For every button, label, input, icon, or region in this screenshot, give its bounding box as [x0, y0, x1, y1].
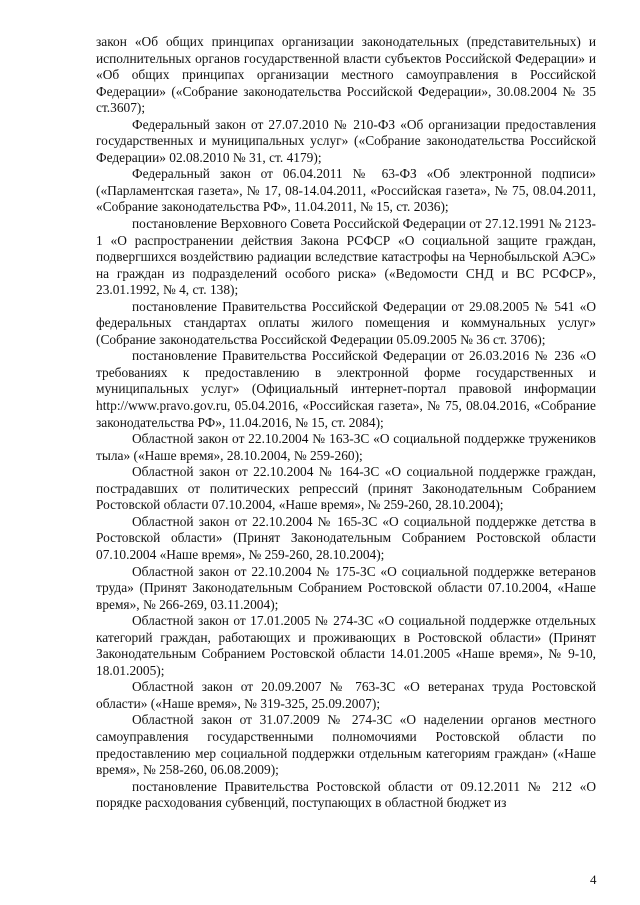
paragraph-6: постановление Правительства Российской Федерации от 26.03.2016 № 236 «О требованиях к предоставлению в электронной форме государственных и муниципальных услуг» (Официальный интернет-портал правовой информации http://www.pravo.gov.ru, 05.04.2016, «Российская газета», № 75, 08.04.2016, «Собрание законодательства РФ», 11.04.2016, № 15, ст. 2084); — [96, 348, 596, 430]
paragraph-13: Областной закон от 31.07.2009 № 274-ЗС «О наделении органов местного самоуправления государственными полномочиями Ростовской области по предоставлению мер социальной поддержки отдельным категориям граждан» («Наше время», № 258-260, 06.08.2009); — [96, 712, 596, 778]
paragraph-2: Федеральный закон от 27.07.2010 № 210-ФЗ «Об организации предоставления государственных и муниципальных услуг» («Собрание законодательства Российской Федерации» 02.08.2010 № 31, ст. 4179); — [96, 116, 596, 165]
paragraph-12: Областной закон от 20.09.2007 № 763-ЗС «О ветеранах труда Ростовской области» («Наше время», № 319-325, 25.09.2007); — [96, 679, 596, 711]
paragraph-4: постановление Верховного Совета Российской Федерации от 27.12.1991 № 2123-1 «О распространении действия Закона РСФСР «О социальной защите граждан, подвергшихся воздействию радиации вследствие катастрофы на Чернобыльской АЭС» на граждан из подразделений особого риска» («Ведомости СНД и ВС РСФСР», 23.01.1992, № 4, ст. 138); — [96, 216, 596, 298]
paragraph-11: Областной закон от 17.01.2005 № 274-ЗС «О социальной поддержке отдельных категорий граждан, работающих и проживающих в Ростовской области» (Принят Законодательным Собранием Ростовской области 14.01.2005 «Наше время», № 9-10, 18.01.2005); — [96, 613, 596, 678]
document-body — [96, 34, 596, 812]
paragraph-1: закон «Об общих принципах организации законодательных (представительных) и исполнительных органов государственной власти субъектов Российской Федерации» и «Об общих принципах организации местного самоуправления в Российской Федерации» («Собрание законодательства Российской Федерации», 30.08.2004 № 35 ст.3607); — [96, 34, 596, 116]
page-number: 4 — [590, 872, 597, 887]
paragraph-7: Областной закон от 22.10.2004 № 163-ЗС «О социальной поддержке тружеников тыла» («Наше время», 28.10.2004, № 259-260); — [96, 431, 596, 463]
paragraph-3: Федеральный закон от 06.04.2011 № 63-ФЗ «Об электронной подписи» («Парламентская газета», № 17, 08-14.04.2011, «Российская газета», № 75, 08.04.2011, «Собрание законодательства РФ», 11.04.2011, № 15, ст. 2036); — [96, 166, 596, 215]
paragraph-14: постановление Правительства Ростовской области от 09.12.2011 № 212 «О порядке расходования субвенций, поступающих в областной бюджет из — [96, 778, 596, 811]
paragraph-5: постановление Правительства Российской Федерации от 29.08.2005 № 541 «О федеральных стандартах оплаты жилого помещения и коммунальных услуг» (Собрание законодательства Российской Федерации 05.09.2005 № 36 ст. 3706); — [96, 298, 596, 347]
paragraph-8: Областной закон от 22.10.2004 № 164-ЗС «О социальной поддержке граждан, пострадавших от политических репрессий (принят Законодательным Собранием Ростовской области 07.10.2004, «Наше время», № 259-260, 28.10.2004); — [96, 464, 596, 513]
paragraph-9: Областной закон от 22.10.2004 № 165-ЗС «О социальной поддержке детства в Ростовской области» (Принят Законодательным Собранием Ростовской области 07.10.2004 «Наше время», № 259-260, 28.10.2004); — [96, 513, 596, 562]
paragraph-10: Областной закон от 22.10.2004 № 175-ЗС «О социальной поддержке ветеранов труда» (Принят Законодательным Собранием Ростовской области 07.10.2004, «Наше время», № 266-269, 03.11.2004); — [96, 563, 596, 612]
